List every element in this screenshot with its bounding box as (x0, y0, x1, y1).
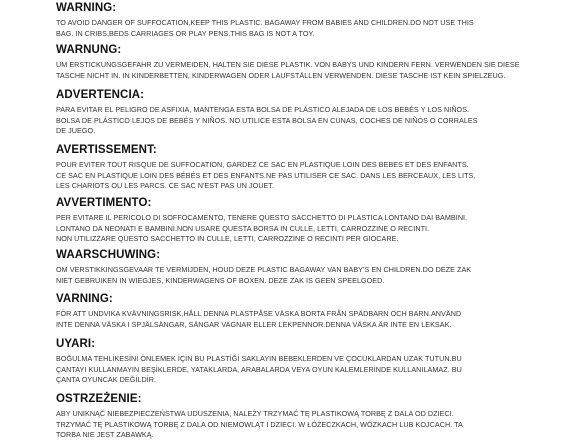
warning-text-line: FÖR ATT UNDVIKA KVÄVNINGSRISK,HÅLL DENNA PLASTPÅSE VÄSKA BORTA FRÅN SPÄDBARN OCH BARN.ANVÄND (56, 309, 462, 318)
warning-heading: OSTRZEŻENIE: (56, 393, 142, 405)
warning-text-line: LES CHARIOTS OU LES PARCS. CE SAC N'EST PAS UN JOUET. (56, 181, 275, 191)
warning-text-line: NIET GEBRUIKEN IN WIEGJES, KINDERWAGENS OF BOXEN. DEZE ZAK IS GEEN SPEELGOED. (56, 275, 385, 285)
warning-text (56, 105, 586, 137)
warning-text-line: TO AVOID DANGER OF SUFFOCATION,KEEP THIS PLASTIC. BAGAWAY FROM BABIES AND CHILDREN.DO NOT USE THIS (56, 18, 474, 27)
warning-text-line: POUR EVITER TOUT RISQUE DE SUFFOCATION, GARDEZ CE SAC EN PLASTIQUE LOIN DES BEBES ET DES ENFANTS. (56, 160, 469, 169)
warning-section-swedish (56, 293, 586, 330)
warning-heading: VARNING: (56, 293, 113, 305)
warning-text (56, 354, 586, 386)
warning-text-line: TASCHE NICHT IN. IN KINDERBETTEN, KINDERWAGEN ODER LAUFSTÄLLEN VERWENDEN. DIESE TASCHE IST KEIN SPIELZEUG. (56, 70, 506, 80)
warning-text-line: DE JUEGO. (56, 126, 96, 136)
warning-text-line: PER EVITARE IL PERICOLO DI SOFFOCAMENTO, TENERE QUESTO SACCHETTO DI PLASTICA LONTANO DAI BAMBINI. (56, 213, 468, 222)
warning-text-line: BOLSA DE PLÁSTICO LEJOS DE BEBÉS Y NIÑOS. NO UTILICE ESTA BOLSA EN CUNAS, COCHES DE NIÑOS O CORRALES (56, 115, 478, 125)
warning-heading: WAARSCHUWING: (56, 249, 161, 261)
warning-heading: UYARI: (56, 338, 96, 350)
warning-text-line: LONTANO DA NEONATI E BAMBINI.NON USARE QUESTA BORSA IN CULLE, LETTI, CARROZZINE O RECINTI. (56, 223, 430, 233)
warning-heading: WARNUNG: (56, 44, 122, 56)
warning-section-italian (56, 197, 586, 245)
warning-heading: WARNING: (56, 2, 117, 14)
warning-section-german (56, 44, 586, 81)
warning-text (56, 213, 586, 245)
warning-text (56, 309, 586, 330)
warning-text-line: OM VERSTIKKINGSGEVAAR TE VERMIJDEN, HOUD DEZE PLASTIC BAGAWAY VAN BABY'S EN CHILDREN.DO DEZE ZAK (56, 265, 472, 274)
warning-text-line: INTE DENNA VÄSKA I SPJÄLSÄNGAR, SÄNGAR VAGNAR ELLER LEKPENNOR.DENNA VÄSKA ÄR INTE EN LEKSAK. (56, 319, 452, 329)
warning-text-line: TORBA NIE JEST ZABAWKĄ. (56, 430, 154, 440)
warning-section-turkish (56, 338, 586, 386)
warning-text-line: ABY UNIKNĄĆ NIEBEZPIECZEŃSTWA UDUSZENIA, NALEŻY TRZYMAĆ TĘ PLASTIKOWĄ TORBĘ Z DALA OD DZIECI. (56, 409, 454, 418)
warning-section-english (56, 2, 586, 39)
warning-text (56, 60, 586, 81)
warning-text (56, 18, 586, 39)
warning-text-line: NON UTILIZZARE QUESTO SACCHETTO IN CULLE, LETTI, CARROZZINE O RECINTI PER GIOCARE. (56, 234, 399, 244)
warning-text-line: BAG. IN CRIBS,BEDS CARRIAGES OR PLAY PENS.THIS BAG IS NOT A TOY. (56, 28, 315, 38)
warning-section-dutch (56, 249, 586, 286)
warning-heading: AVVERTIMENTO: (56, 197, 152, 209)
warning-text-line: ÇANTA OYUNCAK DEĞİLDİR. (56, 375, 157, 385)
warning-heading: AVERTISSEMENT: (56, 144, 157, 156)
warning-heading: ADVERTENCIA: (56, 89, 145, 101)
warning-text-line: BOĞULMA TEHLİKESİNİ ÖNLEMEK İÇİN BU PLASTİĞİ SAKLAYIN BEBEKLERDEN VE ÇOCUKLARDAN UZAK TUTUN.BU (56, 354, 462, 363)
warning-text (56, 160, 586, 192)
warning-section-french (56, 144, 586, 192)
warning-text-line: UM ERSTICKUNGSGEFAHR ZU VERMEIDEN, HALTEN SIE DIESE PLASTIK. VON BABYS UND KINDERN FERN. VERWENDEN SIE DIESE (56, 60, 520, 69)
warning-text (56, 409, 586, 441)
warning-section-polish (56, 393, 586, 441)
warning-text-line: CE SAC EN PLASTIQUE LOIN DES BÉBÉS ET DES ENFANTS.NE PAS UTILISER CE SAC. DANS LES BERCEAUX, LES LITS, (56, 170, 476, 180)
warning-text-line: TRZYMAĆ TĘ PLASTIKOWĄ TORBĘ Z DALA OD NIEMOWLĄT I DZIECI. W ŁÓŻECZKACH, WÓZKACH LUB KOJCACH. TA (56, 419, 463, 429)
warning-text (56, 265, 586, 286)
warning-section-spanish (56, 89, 586, 137)
warning-text-line: ÇANTAYI KULLANMAYIN BEŞİKLERDE, YATAKLARDA, ARABALARDA VEYA OYUN KALEMLERİNDE KULLANILAMAZ. BU (56, 364, 462, 374)
warning-text-line: PARA EVITAR EL PELIGRO DE ASFIXIA, MANTENGA ESTA BOLSA DE PLÁSTICO ALEJADA DE LOS BEBÉS Y LOS NIÑOS. (56, 105, 470, 114)
